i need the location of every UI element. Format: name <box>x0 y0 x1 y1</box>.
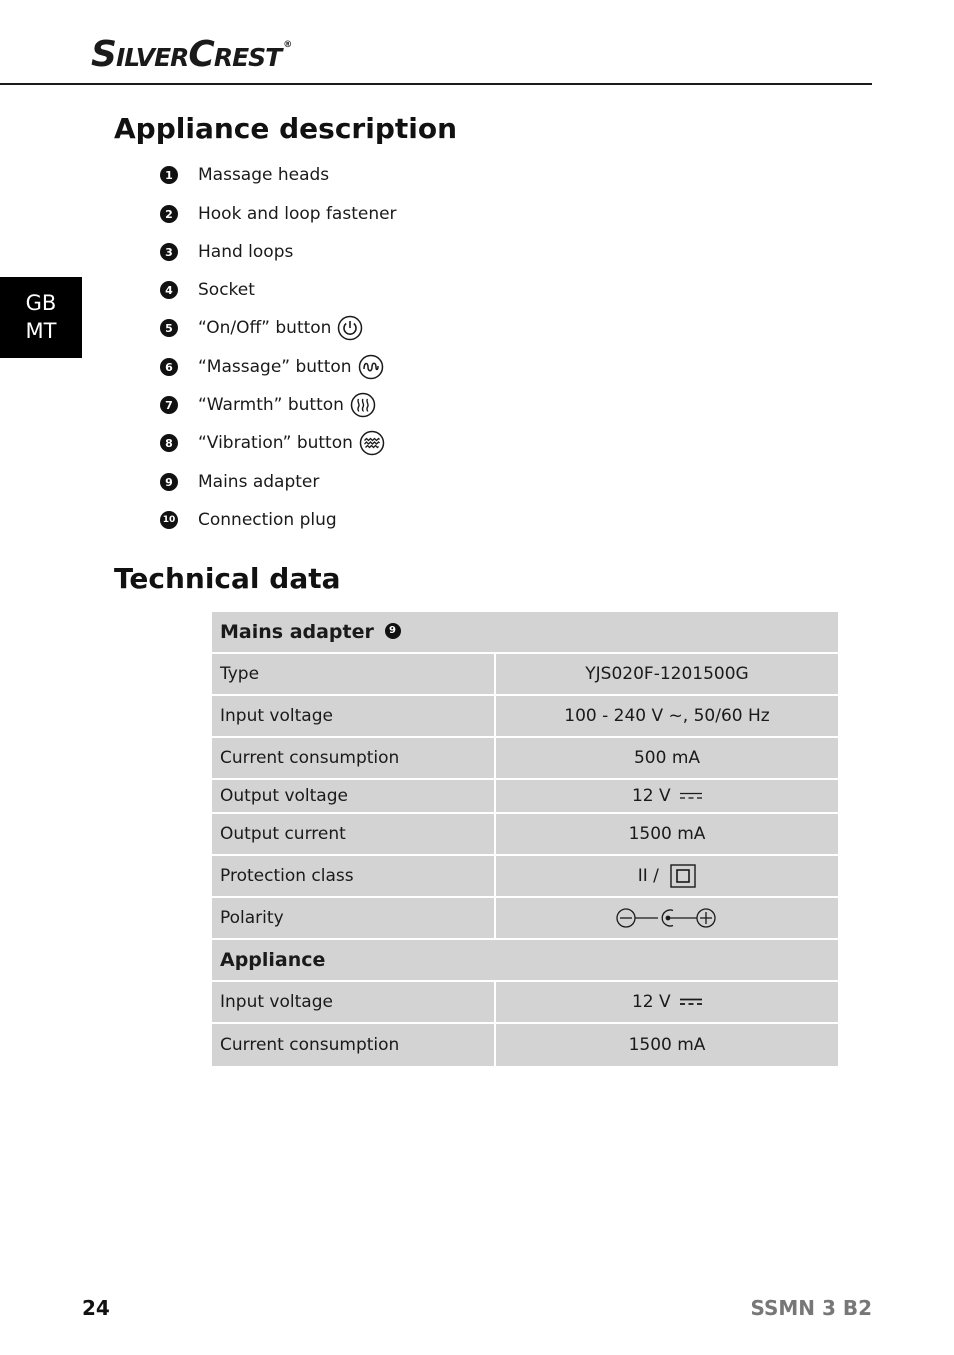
table-row <box>212 696 838 738</box>
row-value: 12 V <box>631 786 671 806</box>
list-item <box>160 428 385 458</box>
brand-text: REST <box>213 43 282 72</box>
item-label: Socket <box>198 280 255 300</box>
list-item <box>160 237 293 267</box>
row-value: 1500 mA <box>496 1024 838 1066</box>
item-number: 9 <box>160 473 178 491</box>
list-item <box>160 313 363 343</box>
heading-text: Mains adapter <box>220 621 374 643</box>
row-value: 500 mA <box>496 738 838 780</box>
list-item <box>160 275 255 305</box>
brand-letter: S <box>91 34 116 75</box>
row-value: 100 - 240 V ~, 50/60 Hz <box>496 696 838 738</box>
table-row <box>212 654 838 696</box>
mains-adapter-heading <box>212 612 838 654</box>
header-divider <box>0 83 872 85</box>
heat-icon <box>350 392 376 418</box>
item-label: Hand loops <box>198 242 294 262</box>
item-number: 5 <box>160 319 178 337</box>
row-value-cell <box>496 898 838 940</box>
dc-symbol-icon <box>680 997 702 1007</box>
item-label: Massage heads <box>198 165 330 185</box>
table-row <box>212 898 838 940</box>
model-number: SSMN 3 B2 <box>750 1296 872 1320</box>
page-number: 24 <box>82 1296 110 1320</box>
technical-data-table <box>212 612 838 1066</box>
language-code-gb: GB <box>25 291 57 315</box>
row-value: II / <box>637 866 659 886</box>
table-row <box>212 814 838 856</box>
vibration-icon <box>359 430 385 456</box>
power-icon <box>337 315 363 341</box>
row-label: Current consumption <box>212 738 496 780</box>
item-label: “Vibration” button <box>198 433 353 453</box>
item-number: 7 <box>160 396 178 414</box>
item-label: Mains adapter <box>198 472 320 492</box>
table-row <box>212 982 838 1024</box>
row-label: Type <box>212 654 496 696</box>
item-number: 4 <box>160 281 178 299</box>
table-section-header <box>212 940 838 982</box>
row-label: Protection class <box>212 856 496 898</box>
brand-text: ILVER <box>115 43 189 72</box>
item-number: 8 <box>160 434 178 452</box>
list-item <box>160 160 329 190</box>
brand-letter: C <box>188 34 214 75</box>
row-label: Input voltage <box>212 696 496 738</box>
row-label: Current consumption <box>212 1024 496 1066</box>
list-item <box>160 505 337 535</box>
registered-mark: ® <box>283 40 292 50</box>
list-item <box>160 199 397 229</box>
item-number: 6 <box>160 358 178 376</box>
row-label: Polarity <box>212 898 496 940</box>
language-code-mt: MT <box>25 319 57 343</box>
item-number: 9 <box>385 623 401 639</box>
row-label: Output current <box>212 814 496 856</box>
item-number: 10 <box>160 511 178 529</box>
table-row <box>212 780 838 814</box>
item-number: 2 <box>160 205 178 223</box>
appliance-heading: Appliance <box>212 940 838 982</box>
item-label: “Massage” button <box>198 357 352 377</box>
technical-data-title: Technical data <box>114 562 341 595</box>
row-value-cell <box>496 856 838 898</box>
item-number: 1 <box>160 166 178 184</box>
item-label: “On/Off” button <box>198 318 332 338</box>
massage-wave-icon <box>358 354 384 380</box>
dc-symbol-icon <box>680 791 702 801</box>
brand-logo <box>91 34 291 74</box>
item-label: “Warmth” button <box>198 395 344 415</box>
language-tab <box>0 277 82 358</box>
row-value: 12 V <box>631 992 671 1012</box>
row-value: YJS020F-1201500G <box>496 654 838 696</box>
table-section-header <box>212 612 838 654</box>
item-number: 3 <box>160 243 178 261</box>
row-value-cell <box>496 982 838 1024</box>
row-label: Input voltage <box>212 982 496 1024</box>
row-label: Output voltage <box>212 780 496 814</box>
table-row <box>212 1024 838 1066</box>
appliance-description-title: Appliance description <box>114 112 458 145</box>
list-item <box>160 467 319 497</box>
protection-class-ii-icon <box>670 864 696 888</box>
row-value-cell <box>496 780 838 814</box>
polarity-symbol-icon <box>615 906 719 930</box>
item-label: Hook and loop fastener <box>198 204 397 224</box>
list-item <box>160 390 376 420</box>
item-label: Connection plug <box>198 510 337 530</box>
list-item <box>160 352 384 382</box>
table-row <box>212 856 838 898</box>
row-value: 1500 mA <box>496 814 838 856</box>
table-row <box>212 738 838 780</box>
